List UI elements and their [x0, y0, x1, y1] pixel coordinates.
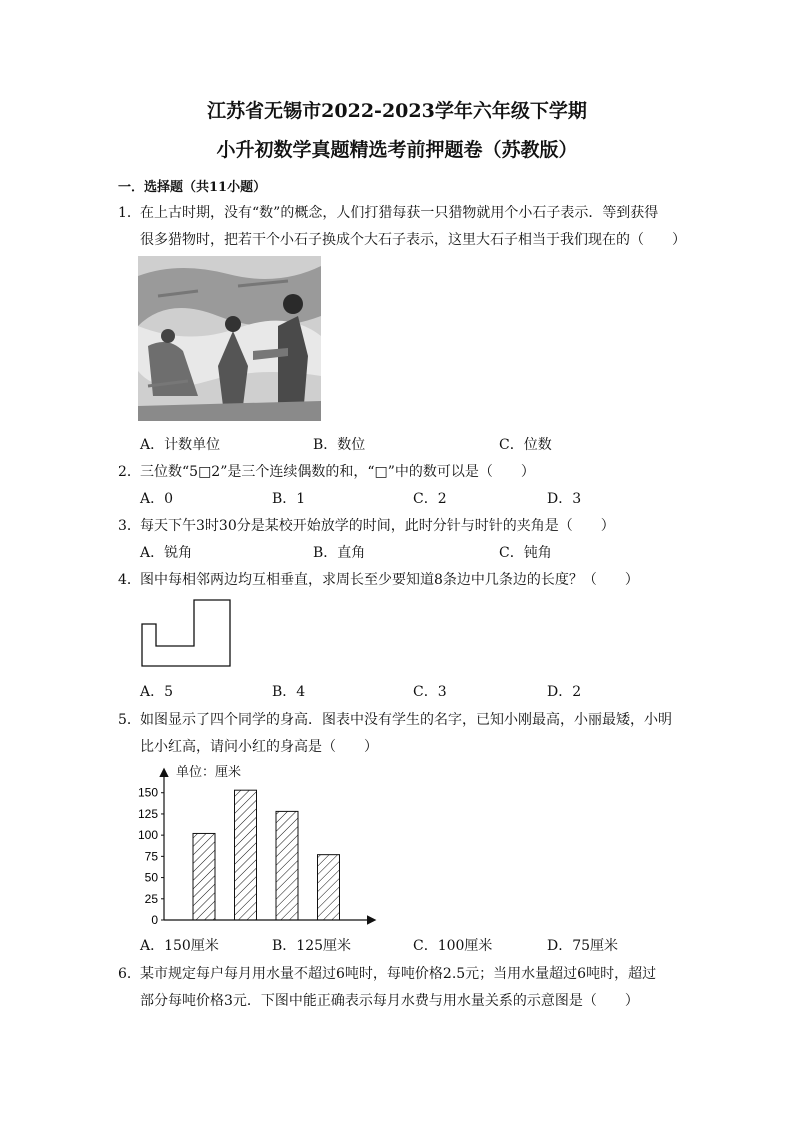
chart-y-tick-label: 125 — [137, 806, 158, 821]
q3-option-c: C．钝角 — [499, 545, 552, 561]
question-6-line2: 部分每吨价格3元．下图中能正确表示每月水费与用水量关系的示意图是（ ） — [140, 993, 639, 1009]
section-heading: 一．选择题（共11小题） — [118, 180, 267, 195]
question-4 — [118, 569, 639, 589]
question-3-line1: 每天下午3时30分是某校开始放学的时间，此时分针与时针的夹角是（ ） — [140, 518, 615, 534]
chart-y-tick-label: 50 — [144, 870, 158, 885]
question-1 — [118, 202, 658, 222]
question-3 — [118, 515, 615, 535]
question-2-line1: 三位数“5□2”是三个连续偶数的和，“□”中的数可以是（ ） — [140, 464, 535, 480]
chart-bar-2 — [235, 790, 257, 920]
question-4-number: 4． — [118, 572, 141, 588]
q1-option-b: B．数位 — [313, 437, 366, 453]
chart-y-tick-label: 0 — [151, 913, 158, 927]
q2-option-c: C．2 — [413, 491, 447, 507]
question-1-line1: 在上古时期，没有“数”的概念，人们打猎每获一只猎物就用个小石子表示．等到获得 — [140, 205, 659, 221]
question-5-line1: 如图显示了四个同学的身高．图表中没有学生的名字，已知小刚最高，小丽最矮，小明 — [140, 712, 672, 728]
chart-bar-4 — [318, 855, 340, 920]
chart-bar-1 — [193, 833, 215, 920]
question-6-line1: 某市规定每户每月用水量不超过6吨时，每吨价格2.5元；当用水量超过6吨时，超过 — [140, 966, 657, 982]
q2-option-d: D．3 — [547, 491, 582, 507]
doc-title-line2: 小升初数学真题精选考前押题卷（苏教版） — [216, 139, 578, 161]
q5-option-a: A．150厘米 — [140, 938, 219, 954]
question-6-number: 6． — [118, 966, 141, 982]
question-6 — [118, 963, 656, 983]
doc-title-line1: 江苏省无锡市2022-2023学年六年级下学期 — [207, 100, 587, 122]
q4-option-d: D．2 — [547, 684, 582, 700]
q5-option-c: C．100厘米 — [413, 938, 493, 954]
chart-y-tick-label: 25 — [144, 891, 158, 906]
q4-option-b: B．4 — [272, 684, 306, 700]
q5-option-b: B．125厘米 — [272, 938, 352, 954]
question-5-line2: 比小红高，请问小红的身高是（ ） — [140, 739, 378, 755]
question-2 — [118, 461, 535, 481]
q2-option-b: B．1 — [272, 491, 306, 507]
chart-y-tick-label: 100 — [137, 828, 158, 843]
q5-option-d: D．75厘米 — [547, 938, 619, 954]
question-4-line1: 图中每相邻两边均互相垂直，求周长至少要知道8条边中几条边的长度？（ ） — [140, 572, 639, 588]
height-bar-chart — [120, 758, 382, 930]
stepped-polygon-figure — [138, 596, 234, 668]
q3-option-b: B．直角 — [313, 545, 366, 561]
q1-option-c: C．位数 — [499, 437, 552, 453]
question-1-line2: 很多猎物时，把若干个小石子换成个大石子表示，这里大石子相当于我们现在的（ ） — [140, 232, 686, 248]
chart-bar-3 — [276, 811, 298, 920]
q1-option-a: A．计数单位 — [140, 437, 221, 453]
question-5-number: 5． — [118, 712, 141, 728]
q2-option-a: A．0 — [140, 491, 174, 507]
chart-unit-label: 单位：厘米 — [176, 764, 242, 779]
hunting-scene-image — [138, 256, 321, 421]
q4-option-a: A．5 — [140, 684, 174, 700]
chart-y-tick-label: 150 — [137, 785, 158, 800]
q4-option-c: C．3 — [413, 684, 447, 700]
question-2-number: 2． — [118, 464, 141, 480]
q3-option-a: A．锐角 — [140, 545, 193, 561]
question-5 — [118, 709, 672, 729]
chart-y-tick-label: 75 — [144, 849, 158, 864]
question-1-number: 1． — [118, 205, 141, 221]
question-3-number: 3． — [118, 518, 141, 534]
